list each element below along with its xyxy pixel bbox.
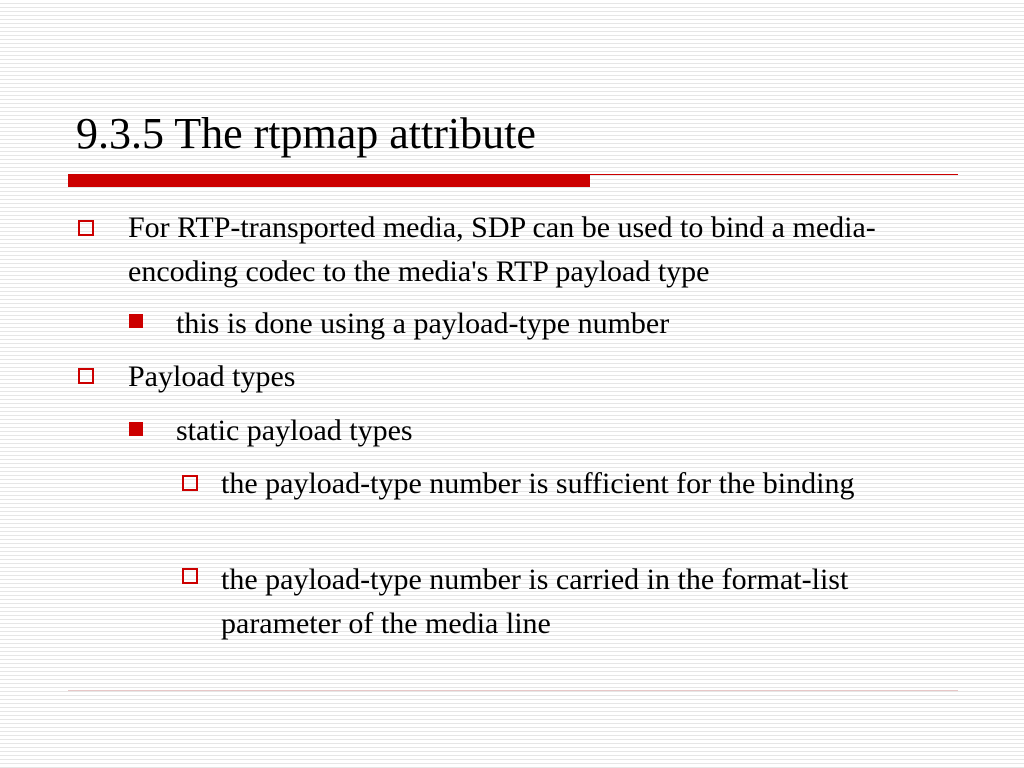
bullet-item: the payload-type number is sufficient for the binding bbox=[221, 467, 855, 500]
hollow-square-bullet-icon bbox=[78, 368, 94, 384]
filled-square-bullet-icon bbox=[129, 314, 143, 328]
hollow-square-bullet-icon bbox=[182, 568, 198, 584]
bullet-item: the payload-type number is carried in the format-list parameter of the media line bbox=[221, 563, 849, 640]
bullet-item: static payload types bbox=[176, 414, 413, 447]
hollow-square-bullet-icon bbox=[78, 220, 94, 236]
bullet-item: this is done using a payload-type number bbox=[176, 307, 670, 340]
bullet-item: For RTP-transported media, SDP can be used to bind a media-encoding codec to the media's RTP payload type bbox=[128, 211, 876, 288]
filled-square-bullet-icon bbox=[129, 422, 143, 436]
bullet-item: Payload types bbox=[128, 360, 296, 393]
title-underline-thin bbox=[590, 174, 958, 175]
footer-divider bbox=[68, 690, 958, 691]
slide-title: 9.3.5 The rtpmap attribute bbox=[76, 109, 536, 158]
hollow-square-bullet-icon bbox=[182, 475, 198, 491]
title-underline-thick bbox=[68, 174, 590, 187]
